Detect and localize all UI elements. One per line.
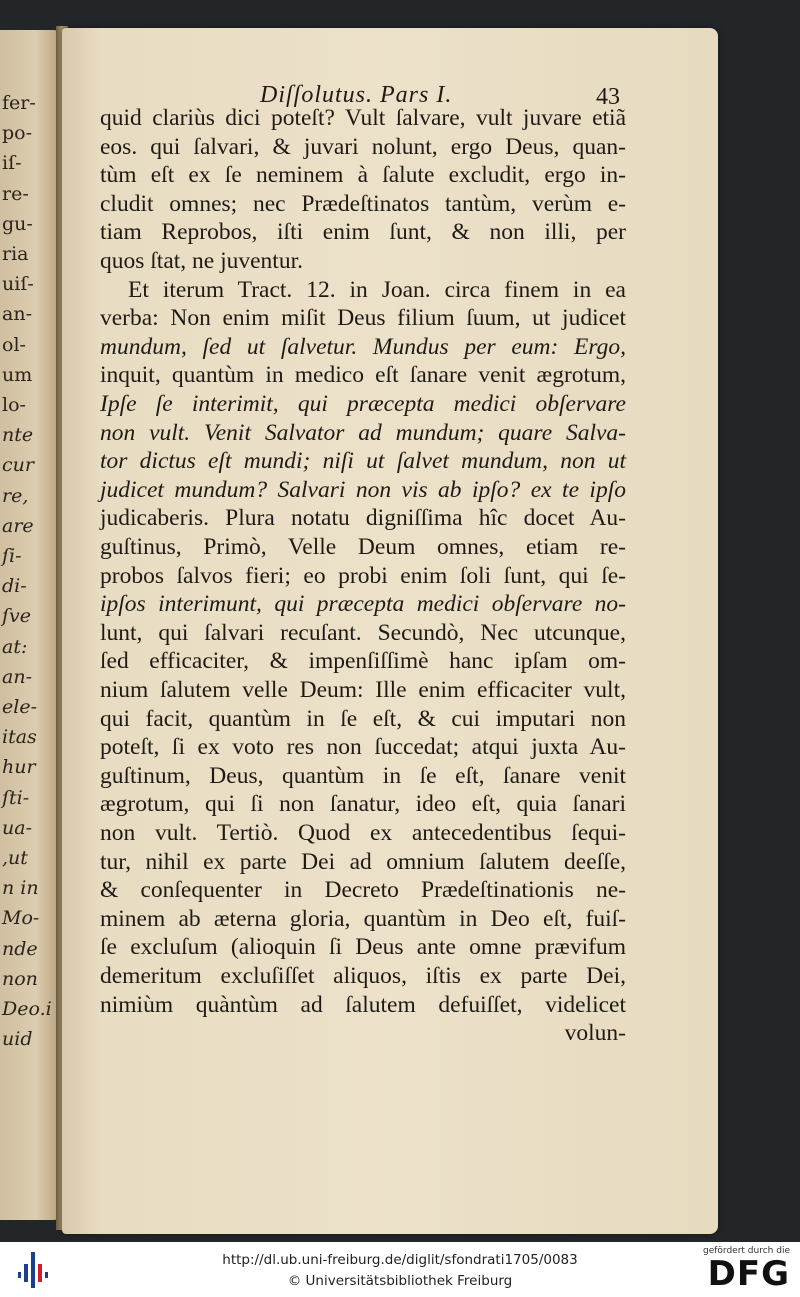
text-line: minem ab æterna gloria, quantùm in Deo eſt, fuiſ-: [100, 905, 626, 932]
left-page-fragment: ua-: [2, 816, 32, 839]
left-page-fragment: are: [2, 514, 34, 537]
left-page-fragment: ſti-: [2, 786, 30, 809]
left-page-fragment: re,: [2, 484, 29, 507]
text-line: ipſos interimunt, qui præcepta medici obſervare no-: [100, 591, 626, 618]
left-page-fragment: gu-: [2, 212, 33, 235]
text-line: tor dictus eſt mundi; niſi ut ſalvet mundum, non ut: [100, 448, 626, 475]
left-page-fragment: hur: [2, 756, 36, 779]
left-page-fragment: ,ut: [2, 847, 28, 869]
left-page-fragment: um: [2, 363, 33, 386]
left-page-fragment: re-: [2, 182, 29, 205]
copyright-notice: © Universitätsbibliothek Freiburg: [287, 1273, 513, 1289]
left-page-fragment: uiſ-: [2, 273, 34, 296]
left-page-fragment: di-: [2, 575, 27, 598]
funder-caption: gefördert durch die: [703, 1246, 790, 1256]
text-line: guſtinus, Primò, Velle Deum omnes, etiam re-: [100, 534, 626, 560]
left-page-fragment: an-: [2, 665, 32, 688]
left-page-fragment: ſi-: [2, 545, 22, 567]
text-line: demeritum excluſiſſet aliquos, iſtis ex parte Dei,: [100, 963, 626, 989]
text-line: ægrotum, qui ſi non ſanatur, ideo eſt, quia ſanari: [100, 791, 626, 818]
text-line: lunt, qui ſalvari recuſant. Secundò, Nec utcunque,: [100, 619, 626, 646]
left-page-fragment: n in: [2, 877, 39, 900]
running-head: Diſſolutus. Pars I.: [260, 82, 453, 108]
left-page-fragment: iſ-: [2, 152, 22, 175]
left-page-fragment: po-: [2, 122, 33, 145]
text-line: probos ſalvos fieri; eo probi enim ſoli ſunt, qui ſe-: [100, 562, 626, 589]
left-page-fragment: an-: [2, 303, 32, 326]
text-line: judicet mundum? Salvari non vis ab ipſo? ex te ipſo: [100, 476, 626, 503]
text-line: mundum, ſed ut ſalvetur. Mundus per eum: Ergo,: [100, 333, 626, 360]
left-page-fragment: uid: [2, 1028, 33, 1051]
text-line: tur, nihil ex parte Dei ad omnium ſalutem deeſſe,: [100, 848, 626, 875]
dfg-logo[interactable]: DFG: [707, 1254, 790, 1294]
text-line: Ipſe ſe interimit, qui præcepta medici obſervare: [100, 391, 626, 417]
text-line: volun-: [564, 1020, 626, 1047]
left-page-fragment: ol-: [2, 333, 26, 356]
left-page-fragment: non: [2, 967, 38, 990]
left-page-fragment: nte: [2, 424, 34, 447]
text-line: judicaberis. Plura notatu digniſſima hîc docet Au-: [100, 505, 626, 532]
left-page-edge: [0, 30, 60, 1220]
left-page-fragment: Mo-: [2, 907, 40, 930]
text-line: qui facit, quantùm in ſe eſt, & cui imputari non: [100, 705, 626, 732]
left-page-fragment: Deo.i: [2, 998, 52, 1020]
text-line: quid clariùs dici poteſt? Vult ſalvare, vult juvare etiã: [100, 105, 626, 131]
text-line: inquit, quantùm in medico eſt ſanare venit ægrotum,: [100, 362, 626, 389]
left-page-fragment: nde: [2, 937, 38, 960]
text-line: guſtinum, Deus, quantùm in ſe eſt, ſanare venit: [100, 762, 626, 789]
text-line: non vult. Venit Salvator ad mundum; quare Salva-: [100, 419, 626, 446]
page-number: 43: [596, 84, 620, 110]
left-page-fragment: lo-: [2, 394, 26, 416]
text-line: Et iterum Tract. 12. in Joan. circa finem in ea: [128, 276, 626, 303]
left-page-fragment: ria: [2, 243, 29, 265]
text-line: non vult. Tertiò. Quod ex antecedentibus ſequi-: [100, 820, 626, 846]
permalink-url[interactable]: http://dl.ub.uni-freiburg.de/diglit/sfondrati1705/0083: [222, 1252, 578, 1268]
text-line: tiam Reprobos, iſti enim ſunt, & non illi, per: [100, 219, 626, 246]
text-line: poteſt, ſi ex voto res non ſuccedat; atqui juxta Au-: [100, 734, 626, 761]
text-line: ſe excluſum (alioquin ſi Deus ante omne prævifum: [100, 934, 626, 961]
text-line: quos ſtat, ne juventur.: [100, 248, 303, 274]
text-line: eos. qui ſalvari, & juvari nolunt, ergo Deus, quan-: [100, 133, 626, 160]
text-line: verba: Non enim miſit Deus filium ſuum, ut judicet: [100, 305, 626, 332]
text-line: nium ſalutem velle Deum: Ille enim efficaciter vult,: [100, 677, 626, 703]
left-page-fragment: fer-: [2, 92, 36, 114]
left-page-fragment: cur: [2, 454, 34, 477]
left-page-fragment: ele-: [2, 696, 37, 718]
text-line: nimiùm quàntùm ad ſalutem defuiſſet, videlicet: [100, 991, 626, 1018]
left-page-fragment: itas: [2, 726, 37, 749]
text-line: & conſequenter in Decreto Prædeſtinationis ne-: [100, 877, 626, 904]
text-line: tùm eſt ex ſe neminem à ſalute excludit, ergo in-: [100, 162, 626, 189]
text-line: ſed efficaciter, & impenſiſſimè hanc ipſam om-: [100, 648, 626, 675]
left-page-fragment: ſve: [2, 605, 32, 628]
text-line: cludit omnes; nec Prædeſtinatos tantùm, verùm e-: [100, 190, 626, 217]
left-page-fragment: at:: [2, 635, 28, 658]
